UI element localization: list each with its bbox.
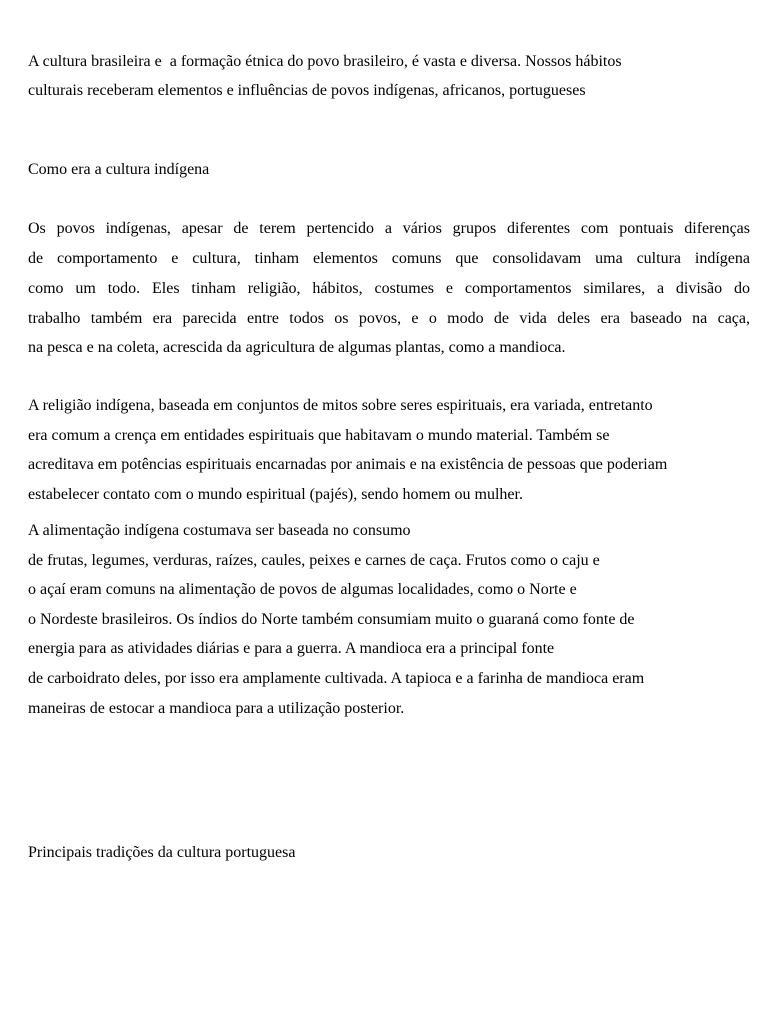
para-religion-line-3: acreditava em potências espirituais encarnadas por animais e na existência de pessoas que poderiam xyxy=(28,456,668,473)
para-food-line-2: de frutas, legumes, verduras, raízes, caules, peixes e carnes de caça. Frutos como o caju e xyxy=(28,552,600,569)
para-food-line-6: de carboidrato deles, por isso era amplamente cultivada. A tapioca e a farinha de mandioca eram xyxy=(28,670,645,687)
para-food-line-5: energia para as atividades diárias e para a guerra. A mandioca era a principal fonte xyxy=(28,640,555,657)
para-food-line-7: maneiras de estocar a mandioca para a utilização posterior. xyxy=(28,700,405,717)
para-indigenous-line-3: como um todo. Eles tinham religião, hábitos, costumes e comportamentos similares, a divisão do xyxy=(28,280,750,297)
para-indigenous-line-4: trabalho também era parecida entre todos os povos, e o modo de vida deles era baseado na caça, xyxy=(28,310,750,327)
heading-portuguese-culture: Principais tradições da cultura portuguesa xyxy=(28,844,296,861)
heading-indigenous-culture: Como era a cultura indígena xyxy=(28,161,210,178)
intro-line-1: A cultura brasileira e a formação étnica do povo brasileiro, é vasta e diversa. Nossos hábitos xyxy=(28,53,622,70)
para-indigenous-line-2: de comportamento e cultura, tinham elementos comuns que consolidavam uma cultura indígena xyxy=(28,250,750,267)
para-food-line-1: A alimentação indígena costumava ser baseada no consumo xyxy=(28,522,411,539)
para-religion-line-1: A religião indígena, baseada em conjuntos de mitos sobre seres espirituais, era variada, entretanto xyxy=(28,397,653,414)
para-indigenous-line-5: na pesca e na coleta, acrescida da agricultura de algumas plantas, como a mandioca. xyxy=(28,339,566,356)
para-religion-line-2: era comum a crença em entidades espirituais que habitavam o mundo material. Também se xyxy=(28,427,610,444)
para-religion-line-4: estabelecer contato com o mundo espiritual (pajés), sendo homem ou mulher. xyxy=(28,486,523,503)
intro-line-2: culturais receberam elementos e influências de povos indígenas, africanos, portugueses xyxy=(28,82,586,99)
para-food-line-3: o açaí eram comuns na alimentação de povos de algumas localidades, como o Norte e xyxy=(28,581,577,598)
para-food-line-4: o Nordeste brasileiros. Os índios do Norte também consumiam muito o guaraná como fonte de xyxy=(28,611,635,628)
para-indigenous-line-1: Os povos indígenas, apesar de terem pertencido a vários grupos diferentes com pontuais diferenças xyxy=(28,220,750,237)
